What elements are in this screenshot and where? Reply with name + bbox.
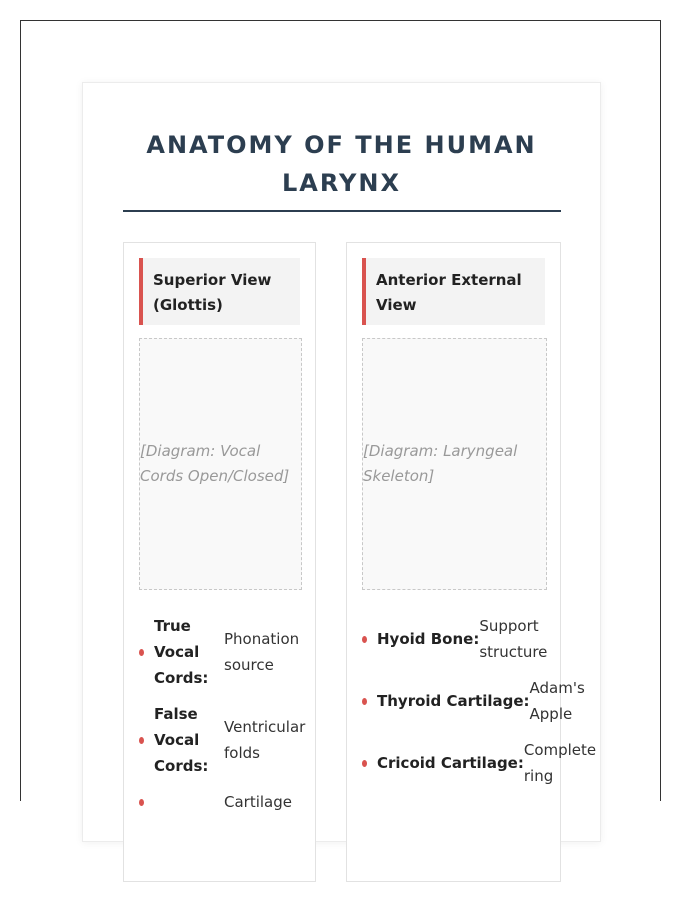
list-item <box>139 789 302 815</box>
diagram-caption: [Diagram: Vocal Cords Open/Closed] <box>140 442 290 485</box>
feature-description: Cartilage <box>224 793 292 811</box>
feature-list <box>362 613 597 799</box>
feature-list <box>139 613 306 825</box>
feature-description: Phonation source <box>224 630 300 674</box>
feature-description: Support structure <box>479 617 548 661</box>
feature-term: True Vocal Cords: <box>154 617 209 687</box>
bullet-icon <box>362 636 367 643</box>
panel-header: Superior View (Glottis) <box>139 258 300 325</box>
diagram-caption: [Diagram: Laryngeal Skeleton] <box>363 442 518 485</box>
list-item <box>362 613 548 665</box>
feature-description: Ventricular folds <box>224 718 306 762</box>
panel-header: Anterior External View <box>362 258 545 325</box>
title-divider <box>123 210 561 212</box>
bullet-icon <box>139 649 144 656</box>
page-card <box>82 82 601 842</box>
page-title: ANATOMY OF THE HUMAN LARYNX <box>146 131 537 197</box>
bullet-icon <box>139 799 144 806</box>
list-item <box>139 701 306 779</box>
list-item <box>362 675 585 727</box>
diagram-placeholder <box>362 338 547 590</box>
feature-term: Cricoid Cartilage: <box>377 754 524 772</box>
list-item <box>362 737 597 789</box>
bullet-icon <box>139 737 144 744</box>
viewport-frame <box>20 20 661 811</box>
feature-term: Hyoid Bone: <box>377 630 480 648</box>
list-item <box>139 613 302 691</box>
bullet-icon <box>362 760 367 767</box>
bullet-icon <box>362 698 367 705</box>
panel-anterior-view <box>346 242 597 882</box>
feature-description: Complete ring <box>523 741 597 785</box>
feature-term: False Vocal Cords: <box>154 705 209 775</box>
diagram-placeholder <box>139 338 302 590</box>
panel-superior-view <box>123 242 316 882</box>
feature-term: Thyroid Cartilage: <box>377 692 530 710</box>
feature-description: Adam's Apple <box>529 679 585 723</box>
